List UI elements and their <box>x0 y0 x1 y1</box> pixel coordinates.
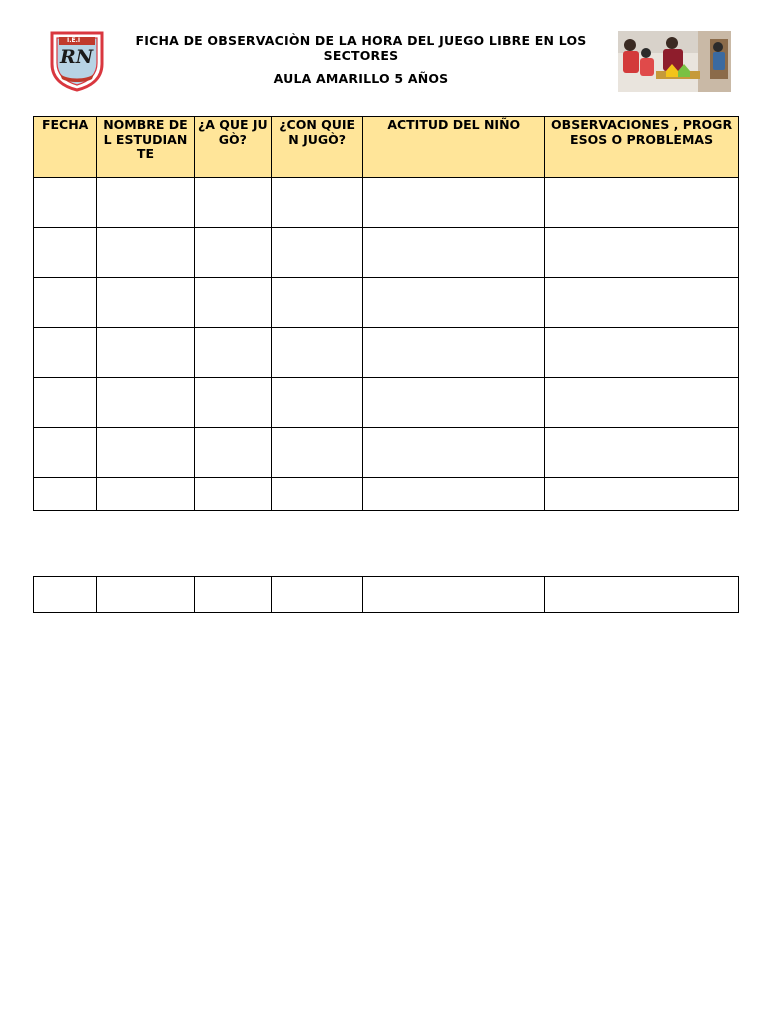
table-cell[interactable] <box>194 478 271 511</box>
title-line-1: FICHA DE OBSERVACIÒN DE LA HORA DEL JUEGO LIBRE EN LOS <box>135 33 587 48</box>
table-cell[interactable] <box>34 577 97 613</box>
table-row <box>34 228 739 278</box>
table-cell[interactable] <box>363 478 545 511</box>
table-cell[interactable] <box>545 428 739 478</box>
children-playing-photo-icon <box>618 31 731 92</box>
table-cell[interactable] <box>545 577 739 613</box>
table-cell[interactable] <box>272 228 363 278</box>
table-cell[interactable] <box>194 577 271 613</box>
table-cell[interactable] <box>34 428 97 478</box>
table-row <box>34 278 739 328</box>
table-cell[interactable] <box>34 378 97 428</box>
table-cell[interactable] <box>97 228 194 278</box>
column-header-a-que-jugo: ¿A QUE JUGÒ? <box>194 117 271 178</box>
table-cell[interactable] <box>272 328 363 378</box>
table-cell[interactable] <box>194 428 271 478</box>
table-row <box>34 428 739 478</box>
continuation-table <box>33 576 739 613</box>
column-header-con-quien-jugo: ¿CON QUIEN JUGÒ? <box>272 117 363 178</box>
table-cell[interactable] <box>272 478 363 511</box>
table-cell[interactable] <box>34 278 97 328</box>
table-cell[interactable] <box>545 378 739 428</box>
column-header-nombre-estudiante: NOMBRE DEL ESTUDIANTE <box>97 117 194 178</box>
table-cell[interactable] <box>272 378 363 428</box>
table-cell[interactable] <box>272 278 363 328</box>
table-cell[interactable] <box>363 278 545 328</box>
table-cell[interactable] <box>363 328 545 378</box>
document-header <box>0 0 768 110</box>
document-title <box>125 33 597 86</box>
classroom-subtitle: AULA AMARILLO 5 AÑOS <box>273 71 449 86</box>
table-cell[interactable] <box>97 278 194 328</box>
table-cell[interactable] <box>272 577 363 613</box>
table-row <box>34 328 739 378</box>
logo-initials: RN <box>60 46 94 68</box>
table-cell[interactable] <box>97 328 194 378</box>
observation-table <box>33 116 739 511</box>
column-header-fecha: FECHA <box>34 117 97 178</box>
table-cell[interactable] <box>194 228 271 278</box>
table-cell[interactable] <box>97 428 194 478</box>
table-cell[interactable] <box>545 228 739 278</box>
title-line-2: SECTORES <box>323 48 399 63</box>
table-cell[interactable] <box>97 178 194 228</box>
table-row <box>34 178 739 228</box>
table-cell[interactable] <box>97 478 194 511</box>
table-cell[interactable] <box>363 378 545 428</box>
table-row <box>34 378 739 428</box>
table-cell[interactable] <box>545 178 739 228</box>
table-cell[interactable] <box>194 328 271 378</box>
table-cell[interactable] <box>363 178 545 228</box>
table-row <box>34 478 739 511</box>
table-cell[interactable] <box>545 278 739 328</box>
table-cell[interactable] <box>545 478 739 511</box>
column-header-actitud-nino: ACTITUD DEL NIÑO <box>363 117 545 178</box>
table-cell[interactable] <box>34 178 97 228</box>
table-cell[interactable] <box>363 228 545 278</box>
table-cell[interactable] <box>272 428 363 478</box>
table-cell[interactable] <box>545 328 739 378</box>
table-cell[interactable] <box>194 378 271 428</box>
table-header-row <box>34 117 739 178</box>
table-cell[interactable] <box>97 378 194 428</box>
column-header-observaciones: OBSERVACIONES , PROGRESOS O PROBLEMAS <box>545 117 739 178</box>
table-cell[interactable] <box>34 228 97 278</box>
table-cell[interactable] <box>97 577 194 613</box>
logo-top-text: I.E.I <box>67 37 81 44</box>
table-cell[interactable] <box>194 178 271 228</box>
table-cell[interactable] <box>34 478 97 511</box>
table-cell[interactable] <box>363 428 545 478</box>
table-cell[interactable] <box>363 577 545 613</box>
table-row <box>34 577 739 613</box>
table-cell[interactable] <box>194 278 271 328</box>
table-cell[interactable] <box>34 328 97 378</box>
table-cell[interactable] <box>272 178 363 228</box>
